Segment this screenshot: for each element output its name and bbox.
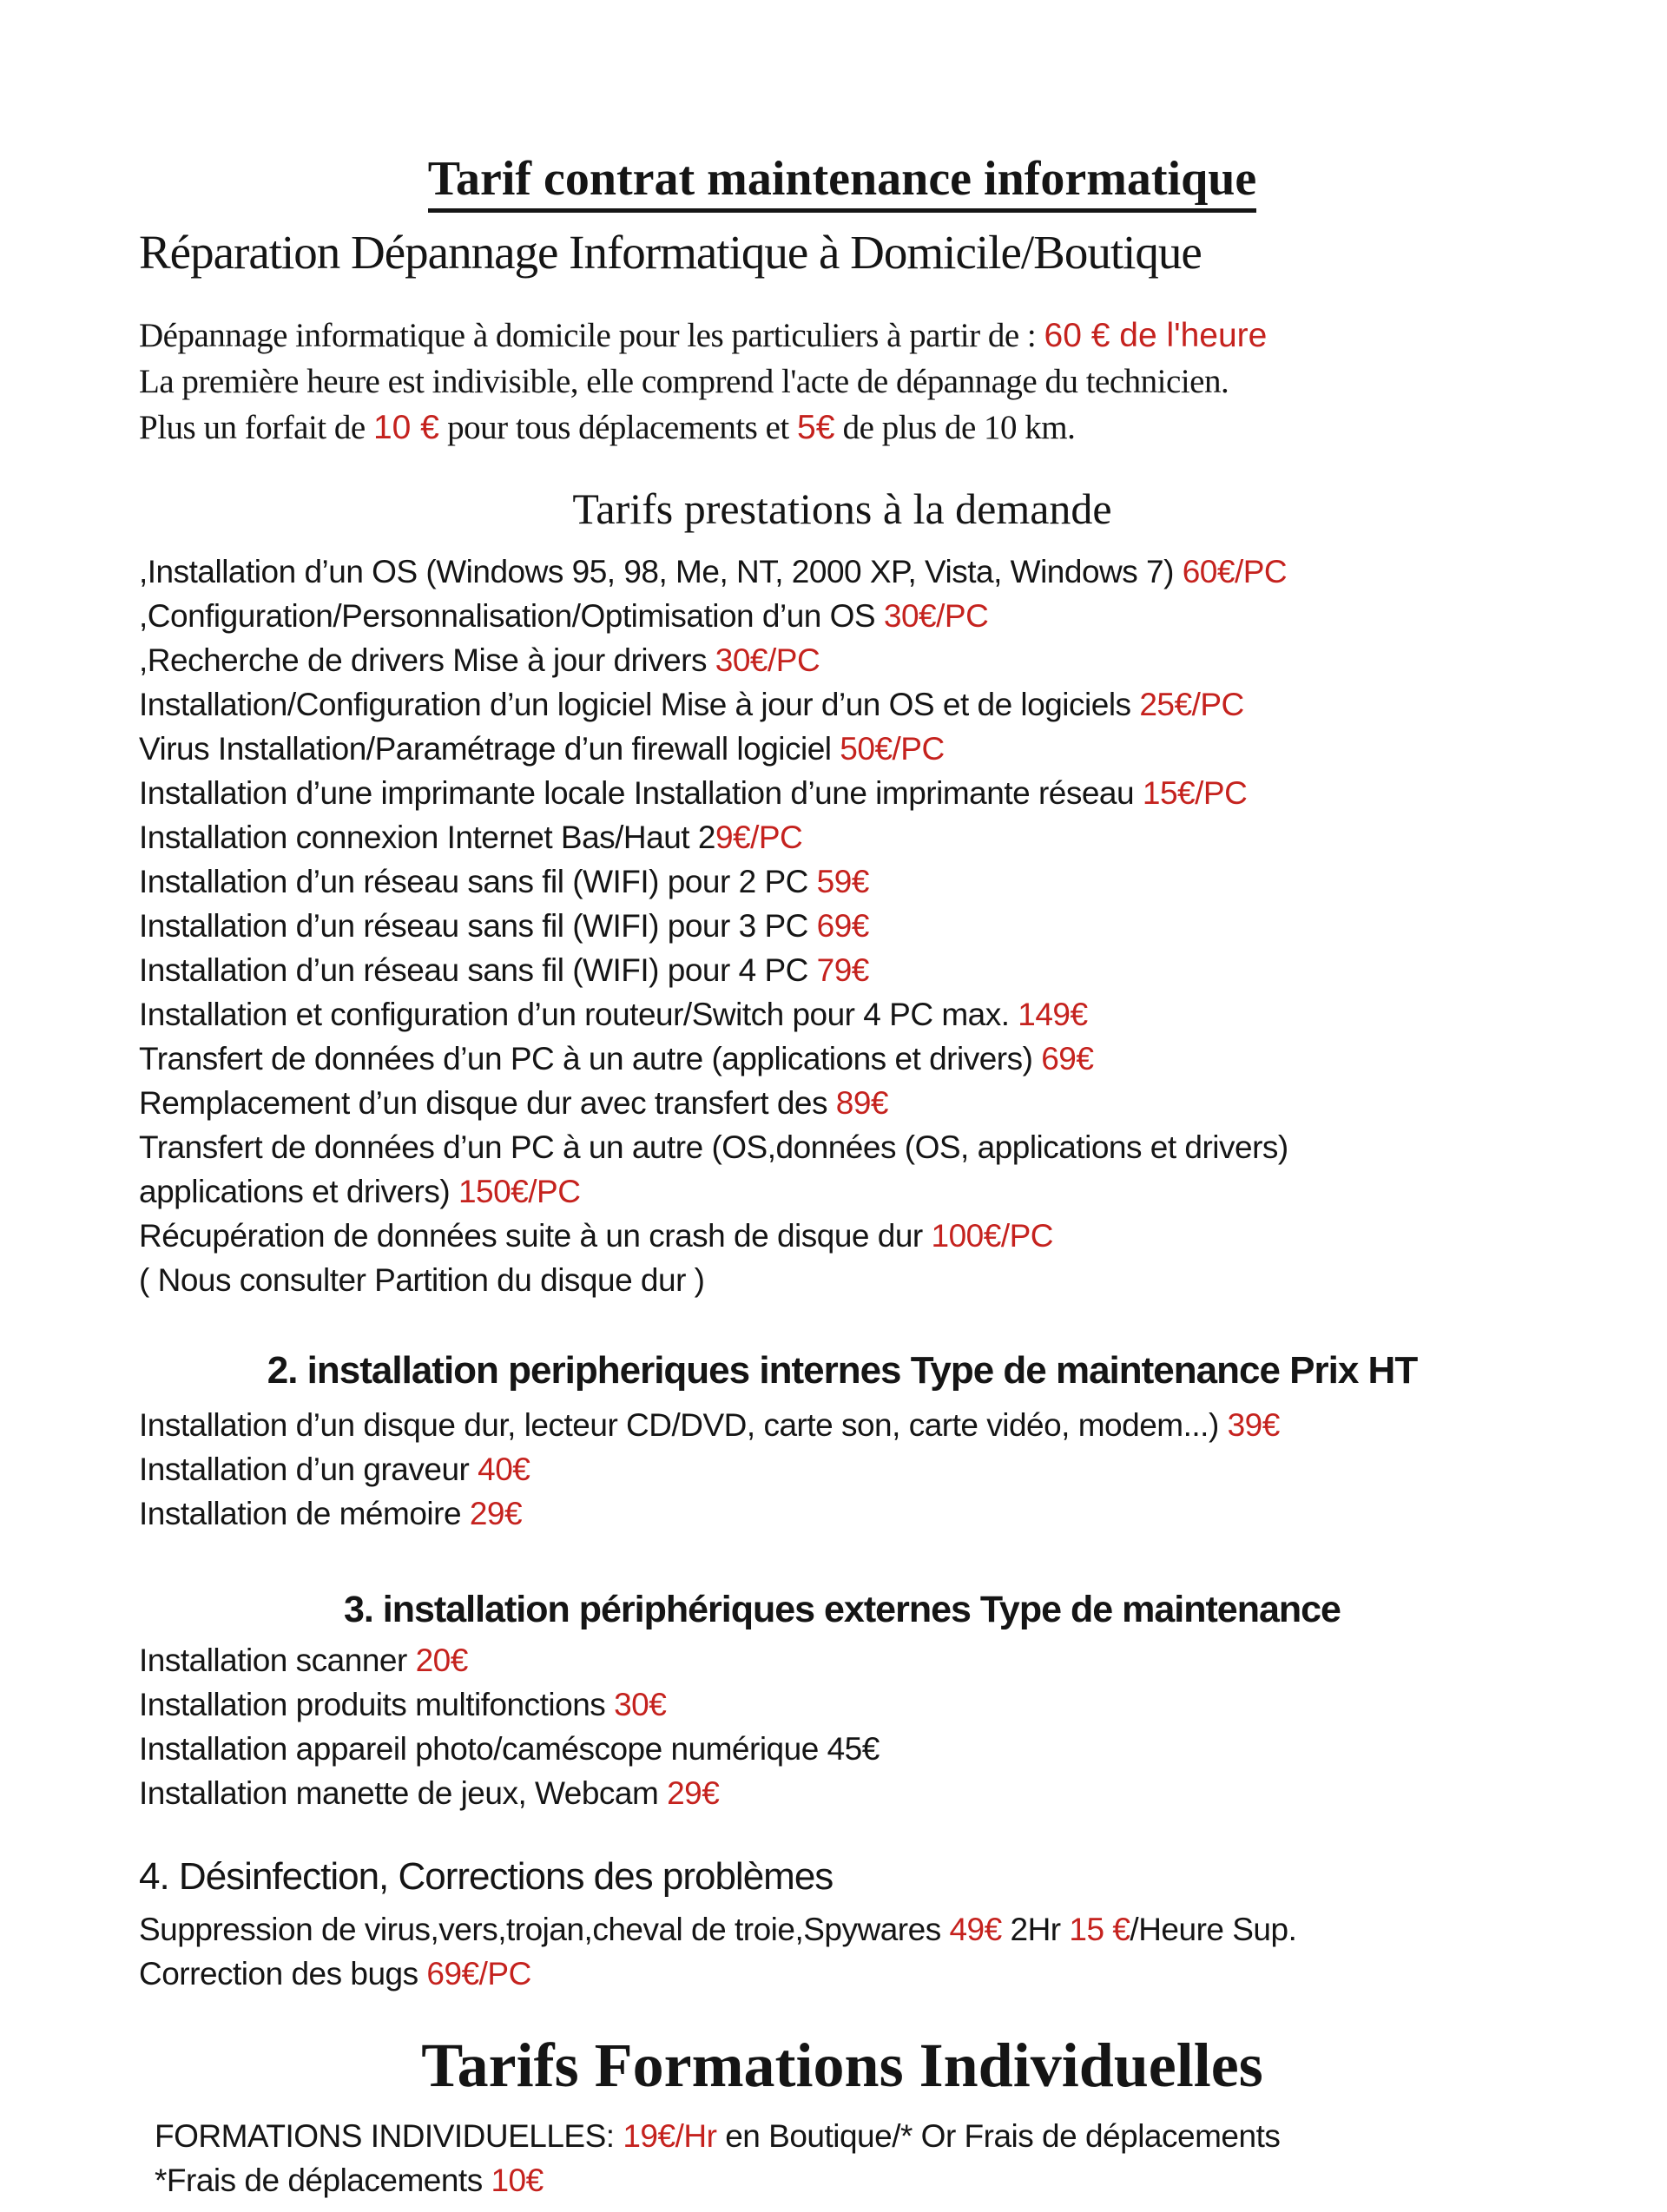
text-segment: Installation/Configuration d’un logiciel Mise à jour d’un OS et de logiciels (139, 687, 1140, 722)
page-subtitle: Réparation Dépannage Informatique à Domicile/Boutique (139, 226, 1202, 279)
price-value: 5€ (797, 409, 835, 446)
text-segment: FORMATIONS INDIVIDUELLES: (155, 2118, 623, 2154)
price-value: 149€ (1018, 997, 1088, 1032)
price-line (139, 1771, 1545, 1815)
price-line (139, 1125, 1545, 1169)
text-segment: Correction des bugs (139, 1956, 427, 1991)
prestations-list (139, 550, 1545, 1302)
price-value: 20€ (415, 1643, 468, 1678)
text-segment: applications et drivers) (139, 1174, 458, 1209)
price-line (139, 1258, 1545, 1302)
price-line (139, 1952, 1545, 1996)
text-segment: Récupération de données suite à un crash de disque dur (139, 1218, 932, 1254)
disinfection-list (139, 1907, 1545, 1996)
price-line (139, 638, 1545, 682)
price-line (139, 815, 1545, 859)
text-segment: Plus un forfait de (139, 409, 373, 446)
internal-peripherals-list (139, 1403, 1545, 1536)
price-value: 15 € (1069, 1912, 1130, 1947)
text-segment: ( Nous consulter Partition du disque dur ) (139, 1262, 705, 1298)
text-segment: Installation d’un disque dur, lecteur CD/DVD, carte son, carte vidéo, modem...) (139, 1407, 1228, 1443)
external-peripherals-list (139, 1638, 1545, 1815)
text-segment: pour tous déplacements et (438, 409, 798, 446)
text-segment: de plus de 10 km. (834, 409, 1076, 446)
price-line (139, 1682, 1545, 1727)
price-value: 69€ (1041, 1041, 1094, 1076)
text-segment: /Heure Sup. (1130, 1912, 1297, 1947)
price-value: 59€ (816, 864, 869, 899)
price-value: 89€ (835, 1085, 889, 1121)
text-segment: *Frais de déplacements (155, 2163, 491, 2198)
price-value: 10 € (372, 409, 439, 446)
text-segment: Transfert de données d’un PC à un autre (OS,données (OS, applications et drivers) (139, 1129, 1288, 1165)
price-line (139, 1907, 1545, 1952)
price-line (155, 2158, 1545, 2202)
text-segment: ,Installation d’un OS (Windows 95, 98, Me, NT, 2000 XP, Vista, Windows 7) (139, 554, 1183, 589)
price-line (139, 1214, 1545, 1258)
price-value: 10€ (491, 2163, 544, 2198)
price-line (139, 594, 1545, 638)
text-segment: Installation manette de jeux, Webcam (139, 1775, 668, 1811)
text-segment: en Boutique/* Or Frais de déplacements (716, 2118, 1281, 2154)
price-line (139, 904, 1545, 948)
price-value: 30€/PC (715, 642, 820, 678)
text-segment: Remplacement d’un disque dur avec transfert des (139, 1085, 836, 1121)
price-value: 150€/PC (458, 1174, 581, 1209)
text-segment: Installation connexion Internet Bas/Haut 2 (139, 820, 715, 855)
price-line (139, 1081, 1545, 1125)
text-segment: Installation produits multifonctions (139, 1687, 615, 1722)
text-segment: Installation d’un graveur (139, 1452, 478, 1487)
price-value: 50€/PC (840, 731, 945, 767)
text-segment: Installation d’un réseau sans fil (WIFI) pour 3 PC (139, 908, 817, 944)
text-segment: Installation et configuration d’un routeur/Switch pour 4 PC max. (139, 997, 1018, 1032)
text-segment: Virus Installation/Paramétrage d’un firewall logiciel (139, 731, 840, 767)
price-line (139, 727, 1545, 771)
price-value: 25€/PC (1139, 687, 1244, 722)
text-segment: 2Hr (1001, 1912, 1070, 1947)
price-line (139, 1491, 1545, 1536)
prestations-heading: Tarifs prestations à la demande (572, 484, 1112, 533)
price-value: 49€ (949, 1912, 1002, 1947)
text-segment: ,Configuration/Personnalisation/Optimisation d’un OS (139, 598, 884, 634)
formations-list (139, 2114, 1545, 2202)
price-line (139, 359, 1545, 405)
price-line (139, 771, 1545, 815)
internal-peripherals-heading: 2. installation peripheriques internes Type de maintenance Prix HT (267, 1349, 1418, 1392)
price-line (139, 948, 1545, 992)
price-line (139, 1403, 1545, 1447)
page-title (139, 148, 1545, 210)
price-value: 29€ (667, 1775, 720, 1811)
price-line (139, 405, 1545, 451)
price-value: 19€/Hr (623, 2118, 717, 2154)
price-line (139, 1727, 1545, 1771)
text-segment: Dépannage informatique à domicile pour les particuliers à partir de : (139, 317, 1044, 354)
price-line (139, 859, 1545, 904)
price-value: 39€ (1227, 1407, 1280, 1443)
price-line (155, 2114, 1545, 2158)
price-line (139, 1447, 1545, 1491)
text-segment: Suppression de virus,vers,trojan,cheval de troie,Spywares (139, 1912, 950, 1947)
text-segment: Installation appareil photo/caméscope numérique 45€ (139, 1731, 880, 1767)
text-segment: Installation d’un réseau sans fil (WIFI) pour 4 PC (139, 952, 817, 988)
price-value: 29€ (469, 1496, 523, 1531)
price-value: 30€ (614, 1687, 667, 1722)
price-value: 30€/PC (883, 598, 989, 634)
text-segment: Installation scanner (139, 1643, 416, 1678)
price-line (139, 682, 1545, 727)
text-segment: Transfert de données d’un PC à un autre (applications et drivers) (139, 1041, 1042, 1076)
text-segment: Installation de mémoire (139, 1496, 470, 1531)
text-segment: ,Recherche de drivers Mise à jour drivers (139, 642, 715, 678)
formations-heading: Tarifs Formations Individuelles (421, 2031, 1263, 2100)
price-line (139, 1169, 1545, 1214)
price-line (139, 550, 1545, 594)
price-line (139, 1638, 1545, 1682)
price-line (139, 992, 1545, 1037)
intro-paragraph (139, 313, 1545, 451)
price-value: 60 € de l'heure (1044, 317, 1268, 354)
price-value: 100€/PC (931, 1218, 1054, 1254)
price-value: 79€ (816, 952, 869, 988)
price-value: 69€/PC (426, 1956, 531, 1991)
text-segment: Installation d’un réseau sans fil (WIFI) pour 2 PC (139, 864, 817, 899)
page-title-text: Tarif contrat maintenance informatique (428, 152, 1257, 213)
disinfection-heading: 4. Désinfection, Corrections des problèmes (139, 1855, 834, 1898)
price-value: 69€ (816, 908, 869, 944)
price-value: 15€/PC (1142, 775, 1248, 811)
price-line (139, 1037, 1545, 1081)
price-line (139, 313, 1545, 359)
external-peripherals-heading: 3. installation périphériques externes Type de maintenance (344, 1589, 1341, 1630)
text-segment: Installation d’une imprimante locale Installation d’une imprimante réseau (139, 775, 1143, 811)
price-value: 40€ (478, 1452, 530, 1487)
price-value: 60€/PC (1182, 554, 1288, 589)
text-segment: La première heure est indivisible, elle comprend l'acte de dépannage du technicien. (139, 363, 1229, 400)
price-value: 9€/PC (715, 820, 803, 855)
